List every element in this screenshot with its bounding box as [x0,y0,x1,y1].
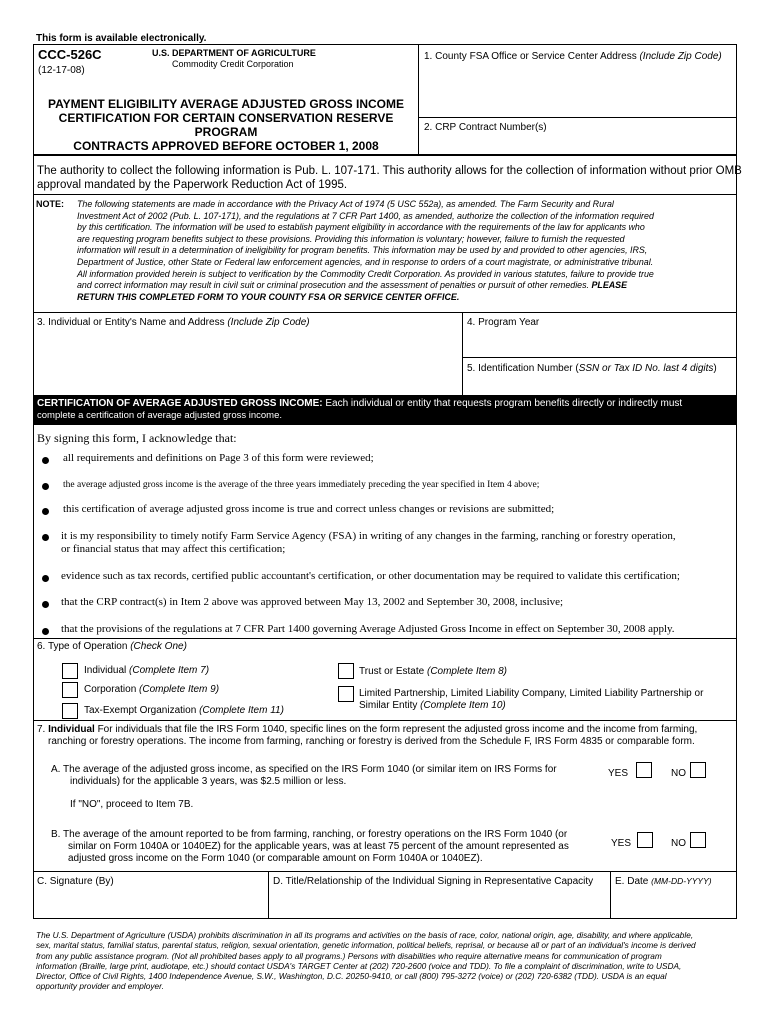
note-bottom-line [33,312,737,313]
form-date: (12-17-08) [38,65,85,76]
note-line: Department of Justice, other State or Federal law enforcement agencies, and in response to orders of a court magistrate, or administrative tribunal. [77,256,654,267]
crp-contract-number-field[interactable] [419,135,735,154]
privacy-note [77,199,733,303]
acknowledgement-item: that the provisions of the regulations at 7 CFR Part 1400 governing Average Adjusted Gross Income in effect on September 30, 2008 apply. [61,623,675,635]
note-line: are requesting program benefits subject to these provisions. Providing this information is voluntary; however, failure to furnish the requested [77,233,625,244]
option-text: Limited Partnership, Limited Liability Company, Limited Liability Partnership or [359,688,704,699]
item7-line-2: ranching or forestry operations. The income from farming, ranching or forestry is derived from the Schedule F, IRS Form 4835 or comparable form. [48,736,695,747]
option-text: Trust or Estate [359,666,427,677]
footer-line: The U.S. Department of Agriculture (USDA) prohibits discrimination in all its programs and activities on the basis of race, color, national origin, age, disability, and where applicable, [36,930,694,940]
corporation-checkbox[interactable] [62,682,78,698]
availability-note: This form is available electronically. [36,33,207,44]
item7a-yes-label: YES [608,768,629,779]
authority-line-1: The authority to collect the following information is Pub. L. 107-171. This authority allows for the collection of information without prior OMB [37,165,742,177]
item1-label-text: 1. County FSA Office or Service Center Address [424,51,640,62]
tax-exempt-checkbox[interactable] [62,703,78,719]
acknowledgement-line: or financial status that may affect this certification; [61,543,286,555]
option-hint: (Complete Item 8) [426,666,508,677]
bullet-icon [42,575,49,582]
item7b-line-2: similar on Form 1040A or 1040EZ) for the applicable years, was at least 75 percent of the amount represented as [68,841,569,852]
option-hint: (Complete Item 11) [199,705,284,716]
title-line-1: PAYMENT ELIGIBILITY AVERAGE ADJUSTED GROSS INCOME [47,97,405,111]
note-line: All information provided herein is subject to verification by the Commodity Credit Corporation. As provided in various statutes, failure to provide true [77,268,654,279]
item7-title: Individual [48,724,95,735]
title-line-3: CONTRACTS APPROVED BEFORE OCTOBER 1, 2008 [73,139,379,153]
frame-left [33,44,34,918]
option-text: Corporation [84,684,140,695]
option-hint: (Complete Item 9) [139,684,220,695]
item5-label [467,363,717,374]
title-relationship-field[interactable] [270,889,608,917]
certification-heading-title: CERTIFICATION OF AVERAGE ADJUSTED GROSS INCOME: [37,398,323,409]
item7-bottom-line [33,871,737,872]
item7a-line-2: individuals) for the applicable 3 years, was $2.5 million or less. [70,776,347,787]
item1-label [424,51,722,62]
authority-line-2: approval mandated by the Paperwork Reduction Act of 1995. [37,179,348,191]
item4-bottom-line [462,357,737,358]
item5-close: ) [713,363,717,374]
acknowledgement-item [61,530,676,556]
bullet-icon [42,628,49,635]
item6-label [37,641,187,652]
item7a-no-label: NO [671,768,686,779]
signature-divider [268,871,269,918]
trust-estate-checkbox[interactable] [338,663,354,679]
option-tax-exempt [84,705,284,716]
option-trust-estate [359,666,507,677]
note-line: information will result in a determination of ineligibility for program benefits. This information may be used by and provided to other agencies, IRS, [77,245,648,256]
acknowledgement-item: all requirements and definitions on Page 3 of this form were reviewed; [63,452,374,464]
item7b-yes-checkbox[interactable] [637,832,653,848]
note-line [77,280,733,292]
footer-line: Director, Office of Civil Rights, 1400 Independence Avenue, S.W., Washington, D.C. 20250-9410, or call (800) 795-3272 (voice) or (202) 720-6382 (TDD). USDA is an equal [36,971,667,982]
identification-number-field[interactable] [464,377,734,394]
header-bottom-line [33,154,737,156]
signature-field[interactable] [35,889,265,917]
option-text: Individual [84,665,130,676]
option-limited-partnership [359,688,703,712]
item3-label-text: 3. Individual or Entity's Name and Address [37,317,228,328]
acknowledgement-item: evidence such as tax records, certified public accountant's certification, or other documentation may be required to validate this certification; [61,570,680,582]
department-name: U.S. DEPARTMENT OF AGRICULTURE [152,48,316,58]
agency-name: Commodity Credit Corporation [172,59,294,69]
individual-checkbox[interactable] [62,663,78,679]
form-title [36,97,416,153]
item7a-line-1: A. The average of the adjusted gross income, as specified on the IRS Form 1040 (or similar item on IRS Forms for [51,764,557,775]
option-corporation [84,684,219,695]
acknowledgement-item: that the CRP contract(s) in Item 2 above was approved between May 13, 2002 and September 30, 2008, inclusive; [61,596,564,608]
county-office-address-field[interactable] [419,66,735,116]
item2-label: 2. CRP Contract Number(s) [424,122,547,133]
item4-label: 4. Program Year [467,317,540,328]
note-line: The following statements are made in accordance with the Privacy Act of 1974 (5 USC 552a), as amended. The Farm Security and Rural [77,199,614,209]
option-hint: (Complete Item 7) [129,665,210,676]
item7b-no-checkbox[interactable] [690,832,706,848]
footer-line: sex, marital status, familial status, parental status, religion, sexual orientation, genetic information, political beliefs, reprisal, or because all or part of an individual's income is derived [36,940,696,951]
item7a-text [51,764,557,788]
bullet-icon [42,534,49,541]
item7b-text [51,829,569,865]
item7b-yes-label: YES [611,838,632,849]
option-hint: (Complete Item 10) [420,700,506,711]
item7b-no-label: NO [671,838,686,849]
bullet-icon [42,457,49,464]
title-line-2: CERTIFICATION FOR CERTAIN CONSERVATION RESERVE PROGRAM [58,111,394,139]
item6-bottom-line [33,720,737,721]
acknowledgement-intro: By signing this form, I acknowledge that: [37,431,237,445]
bullet-icon [42,483,49,490]
item7b-line-1: B. The average of the amount reported to be from farming, ranching, or forestry operations on the IRS Form 1040 (or [51,829,568,840]
name-address-field[interactable] [35,331,460,394]
frame-bottom [33,918,737,919]
option-individual [84,665,209,676]
nondiscrimination-statement [36,930,736,992]
item1-bottom-line [418,117,736,118]
certification-heading-line-2: complete a certification of average adjusted gross income. [37,410,283,421]
option-text: Tax-Exempt Organization [84,705,200,716]
note-line: by this certification. The information will be used to establish payment eligibility in accordance with the requirements of the law for applicants who [77,222,645,233]
note-line: Investment Act of 2002 (Pub. L. 107-171), and the regulations at 7 CFR Part 1400, as amended, authorize the collection of the information required [77,210,654,221]
item1-hint: (Include Zip Code) [639,51,722,62]
acknowledgement-item: this certification of average adjusted gross income is true and correct unless changes or revisions are submitted; [63,503,555,515]
date-label-text: E. Date [615,876,652,887]
item3-hint: (Include Zip Code) [227,317,310,328]
note-line-text: and correct information may result in civil suit or criminal prosecution and the assessment of penalties or pursuit of other remedies. [77,280,592,291]
signature-label: C. Signature (By) [37,876,114,887]
item5-label-text: 5. Identification Number ( [467,363,579,374]
bullet-icon [42,508,49,515]
authority-bottom-line [33,194,737,195]
date-divider [610,871,611,918]
form-number: CCC-526C [38,47,102,62]
item5-hint: SSN or Tax ID No. last 4 digits [578,363,714,374]
item7-number: 7. [37,724,49,735]
item6-hint: (Check One) [130,641,187,652]
item7-intro [37,724,733,748]
program-year-field[interactable] [464,331,734,356]
certification-heading-rest: Each individual or entity that requests program benefits directly or indirectly must [322,398,683,409]
date-hint: (MM-DD-YYYY) [651,876,712,886]
footer-line: from any public assistance program. (Not all prohibited bases apply to all programs.) Persons with disabilities who require alternative means for communication of program [36,950,662,961]
item7a-note: If "NO", proceed to Item 7B. [70,799,194,810]
bullet-icon [42,601,49,608]
option-text: Similar Entity [359,700,421,711]
authority-statement [37,164,742,192]
note-return-instruction: RETURN THIS COMPLETED FORM TO YOUR COUNTY FSA OR SERVICE CENTER OFFICE. [77,291,460,302]
title-relationship-label: D. Title/Relationship of the Individual Signing in Representative Capacity [273,876,594,887]
note-emphasis: PLEASE [591,280,628,291]
acknowledgement-line: it is my responsibility to timely notify Farm Service Agency (FSA) in writing of any changes in the farming, ranching or forestry operation, [61,530,676,542]
limited-partnership-checkbox[interactable] [338,686,354,702]
frame-top [33,44,737,45]
certification-bottom-line [33,638,737,639]
item3-label [37,317,310,328]
certification-heading [37,398,682,409]
note-label: NOTE: [36,199,64,209]
item7-line-1: For individuals that file the IRS Form 1040, specific lines on the form represent the adjusted gross income and the income from farming, [94,724,698,735]
item7a-no-checkbox[interactable] [690,762,706,778]
date-field[interactable] [612,889,734,917]
footer-line: opportunity provider and employer. [36,981,164,992]
item6-label-text: 6. Type of Operation [37,641,131,652]
acknowledgement-item: the average adjusted gross income is the average of the three years immediately preceding the year specified in Item 4 above; [63,480,540,490]
date-label [615,876,712,887]
certification-banner [33,395,737,425]
item7a-yes-checkbox[interactable] [636,762,652,778]
item7b-line-3: adjusted gross income on the Form 1040 (or comparable amount on Form 1040A or 1040EZ). [68,853,483,864]
footer-line: information (Braille, large print, audiotape, etc.) should contact USDA's TARGET Center at (202) 720-2600 (voice and TDD). To file a complaint of discrimination, write to USDA, [36,960,682,971]
item3-divider [462,313,463,395]
